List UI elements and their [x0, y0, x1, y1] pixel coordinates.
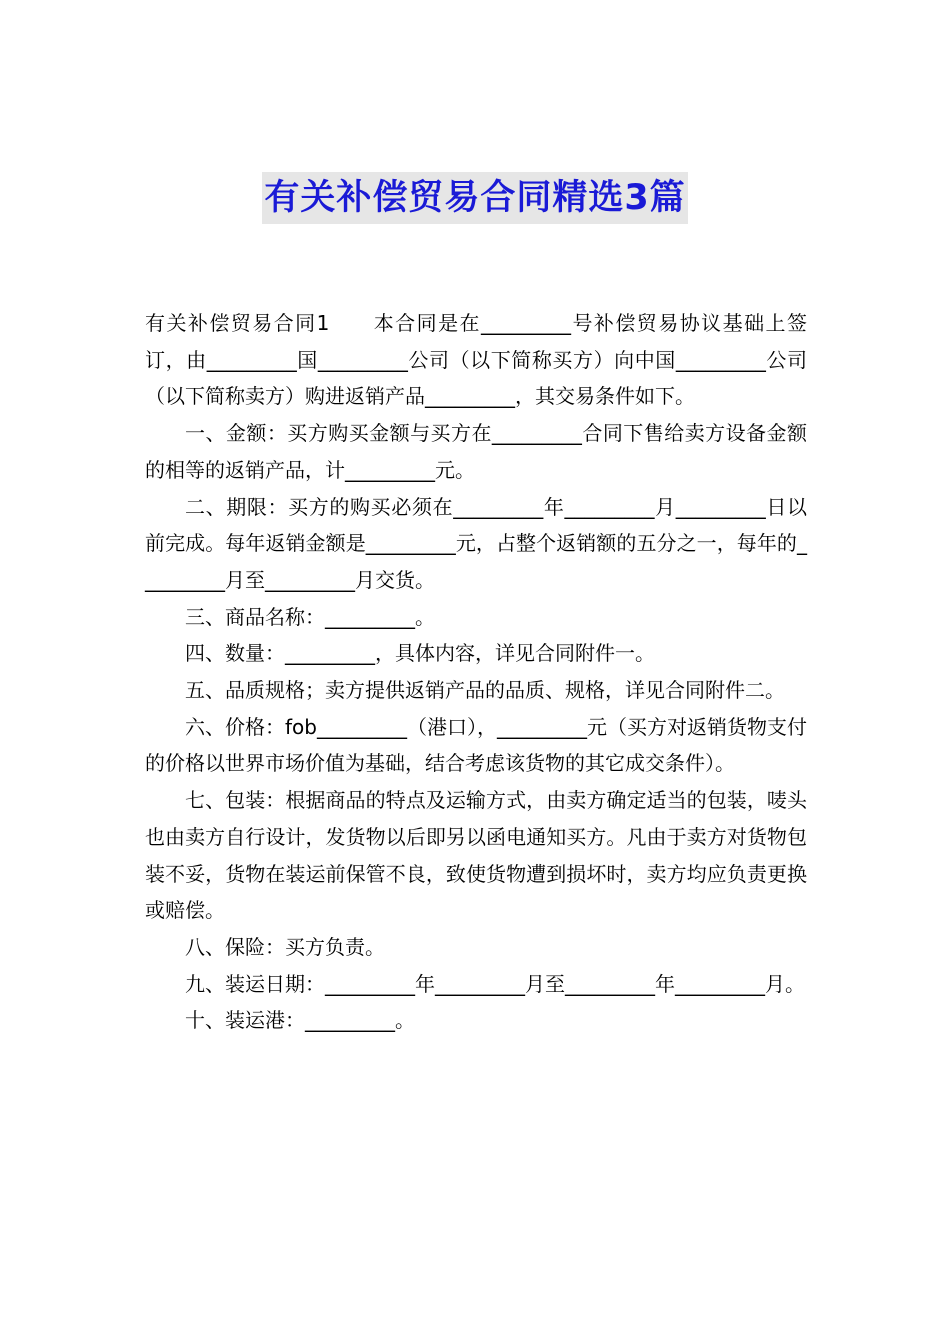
paragraph-price: 六、价格：fob_________（港口），_________元（买方对返销货物支付的价格以世界市场价值为基础，结合考虑该货物的其它成交条件）。 — [145, 714, 807, 776]
document-body — [145, 305, 807, 1039]
paragraph-quantity: 四、数量：_________，具体内容，详见合同附件一。 — [185, 641, 655, 666]
paragraph-intro: 有关补偿贸易合同1 本合同是在_________号补偿贸易协议基础上签订，由_________国_________公司（以下简称买方）向中国_________公司（以下简称卖方）购进返销产品_________，其交易条件如下。 — [145, 311, 807, 409]
document-title: 有关补偿贸易合同精选3篇 — [262, 172, 687, 224]
paragraph-port: 十、装运港：_________。 — [185, 1008, 415, 1033]
paragraph-amount: 一、金额：买方购买金额与买方在_________合同下售给卖方设备金额的相等的返销产品，计_________元。 — [145, 421, 807, 482]
paragraph-quality: 五、品质规格；卖方提供返销产品的品质、规格，详见合同附件二。 — [185, 678, 785, 703]
paragraph-packing: 七、包装：根据商品的特点及运输方式，由卖方确定适当的包装，唛头也由卖方自行设计，发货物以后即另以函电通知买方。凡由于卖方对货物包装不妥，货物在装运前保管不良，致使货物遭到损坏时，卖方均应负责更换或赔偿。 — [145, 788, 807, 923]
paragraph-product-name: 三、商品名称：_________。 — [185, 604, 435, 629]
paragraph-insurance: 八、保险：买方负责。 — [185, 934, 385, 959]
paragraph-shipment-date: 九、装运日期：_________年_________月至_________年_________月。 — [185, 971, 805, 996]
paragraph-period: 二、期限：买方的购买必须在_________年_________月_________日以前完成。每年返销金额是_________元，占整个返销额的五分之一，每年的_________月至_________月交货。 — [145, 494, 807, 592]
title-wrapper — [0, 172, 950, 224]
